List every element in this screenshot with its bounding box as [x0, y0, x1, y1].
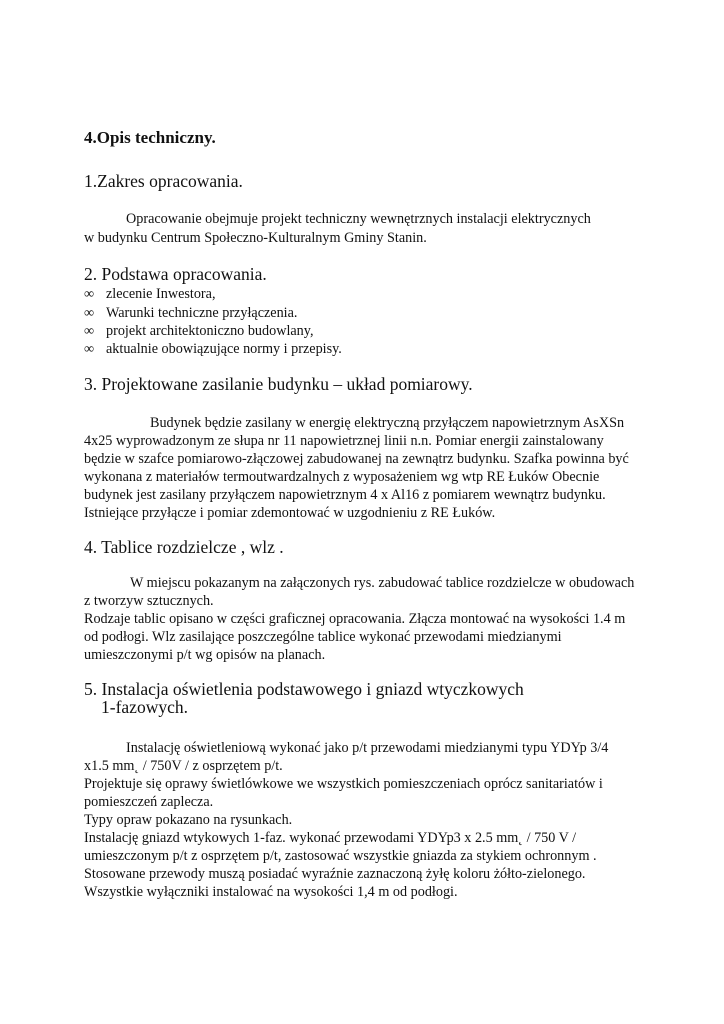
section-4-line: od podłogi. Wlz zasilające poszczególne tablice wykonać przewodami miedzianymi — [84, 629, 562, 645]
section-3-line: budynek jest zasilany przyłączem napowietrznym 4 x Al16 z pomiarem wewnątrz budynku. — [84, 487, 606, 503]
section-5-line: Projektuje się oprawy świetlówkowe we wszystkich pomieszczeniach oprócz sanitariatów i — [84, 776, 603, 792]
section-5-line: Wszystkie wyłączniki instalować na wysokości 1,4 m od podłogi. — [84, 884, 458, 900]
section-3-line: Istniejące przyłącze i pomiar zdemontować w uzgodnieniu z RE Łuków. — [84, 505, 496, 521]
section-3-line: Budynek będzie zasilany w energię elektryczną przyłączem napowietrznym AsXSn — [150, 415, 625, 431]
list-item — [84, 286, 216, 303]
section-5-line: Instalację oświetleniową wykonać jako p/t przewodami miedzianymi typu YDYp 3/4 — [126, 740, 609, 756]
infinity-bullet-icon: ∞ — [84, 323, 95, 339]
section-5-heading: 5. Instalacja oświetlenia podstawowego i gniazd wtyczkowych — [84, 679, 524, 699]
section-5-line: x1.5 mm˛ / 750V / z osprzętem p/t. — [84, 758, 283, 774]
section-5-line: pomieszczeń zaplecza. — [84, 794, 214, 810]
document-title: 4.Opis techniczny. — [84, 128, 216, 147]
infinity-bullet-icon: ∞ — [84, 286, 95, 302]
section-3-line: wykonana z materiałów termoutwardzalnych z wyposażeniem wg wtp RE Łuków Obecnie — [84, 469, 600, 485]
list-item-text: projekt architektoniczno budowlany, — [106, 323, 314, 339]
section-4-line: umieszczonymi p/t wg opisów na planach. — [84, 647, 326, 663]
section-4-heading: 4. Tablice rozdzielcze , wlz . — [84, 537, 284, 557]
list-item-text: Warunki techniczne przyłączenia. — [106, 305, 298, 321]
section-3-heading: 3. Projektowane zasilanie budynku – układ pomiarowy. — [84, 374, 473, 394]
section-5-line: Typy opraw pokazano na rysunkach. — [84, 812, 293, 828]
section-4-line: W miejscu pokazanym na załączonych rys. zabudować tablice rozdzielcze w obudowach — [130, 575, 635, 591]
list-item — [84, 323, 314, 340]
section-5-line: Stosowane przewody muszą posiadać wyraźnie zaznaczoną żyłę koloru żółto-zielonego. — [84, 866, 586, 882]
section-2-heading: 2. Podstawa opracowania. — [84, 264, 267, 284]
section-5-line: umieszczonym p/t z osprzętem p/t, zastosować wszystkie gniazda za stykiem ochronnym . — [84, 848, 597, 864]
section-3-line: 4x25 wyprowadzonym ze słupa nr 11 napowietrznej linii n.n. Pomiar energii zainstalowany — [84, 433, 604, 449]
list-item-text: zlecenie Inwestora, — [106, 286, 216, 302]
section-3-line: będzie w szafce pomiarowo-złączowej zabudowanej na zewnątrz budynku. Szafka powinna być — [84, 451, 629, 467]
section-1-line: Opracowanie obejmuje projekt techniczny wewnętrznych instalacji elektrycznych — [126, 211, 591, 227]
section-4-line: Rodzaje tablic opisano w części graficznej opracowania. Złącza montować na wysokości 1.4 m — [84, 611, 626, 627]
list-item — [84, 341, 342, 358]
infinity-bullet-icon: ∞ — [84, 305, 95, 321]
section-5-heading-continued: 1-fazowych. — [101, 697, 188, 717]
list-item — [84, 305, 297, 322]
section-4-line: z tworzyw sztucznych. — [84, 593, 214, 609]
section-5-line: Instalację gniazd wtykowych 1-faz. wykonać przewodami YDYp3 x 2.5 mm˛ / 750 V / — [84, 830, 577, 846]
infinity-bullet-icon: ∞ — [84, 341, 95, 357]
section-1-line: w budynku Centrum Społeczno-Kulturalnym Gminy Stanin. — [84, 230, 427, 246]
section-1-heading: 1.Zakres opracowania. — [84, 171, 243, 191]
list-item-text: aktualnie obowiązujące normy i przepisy. — [106, 341, 342, 357]
